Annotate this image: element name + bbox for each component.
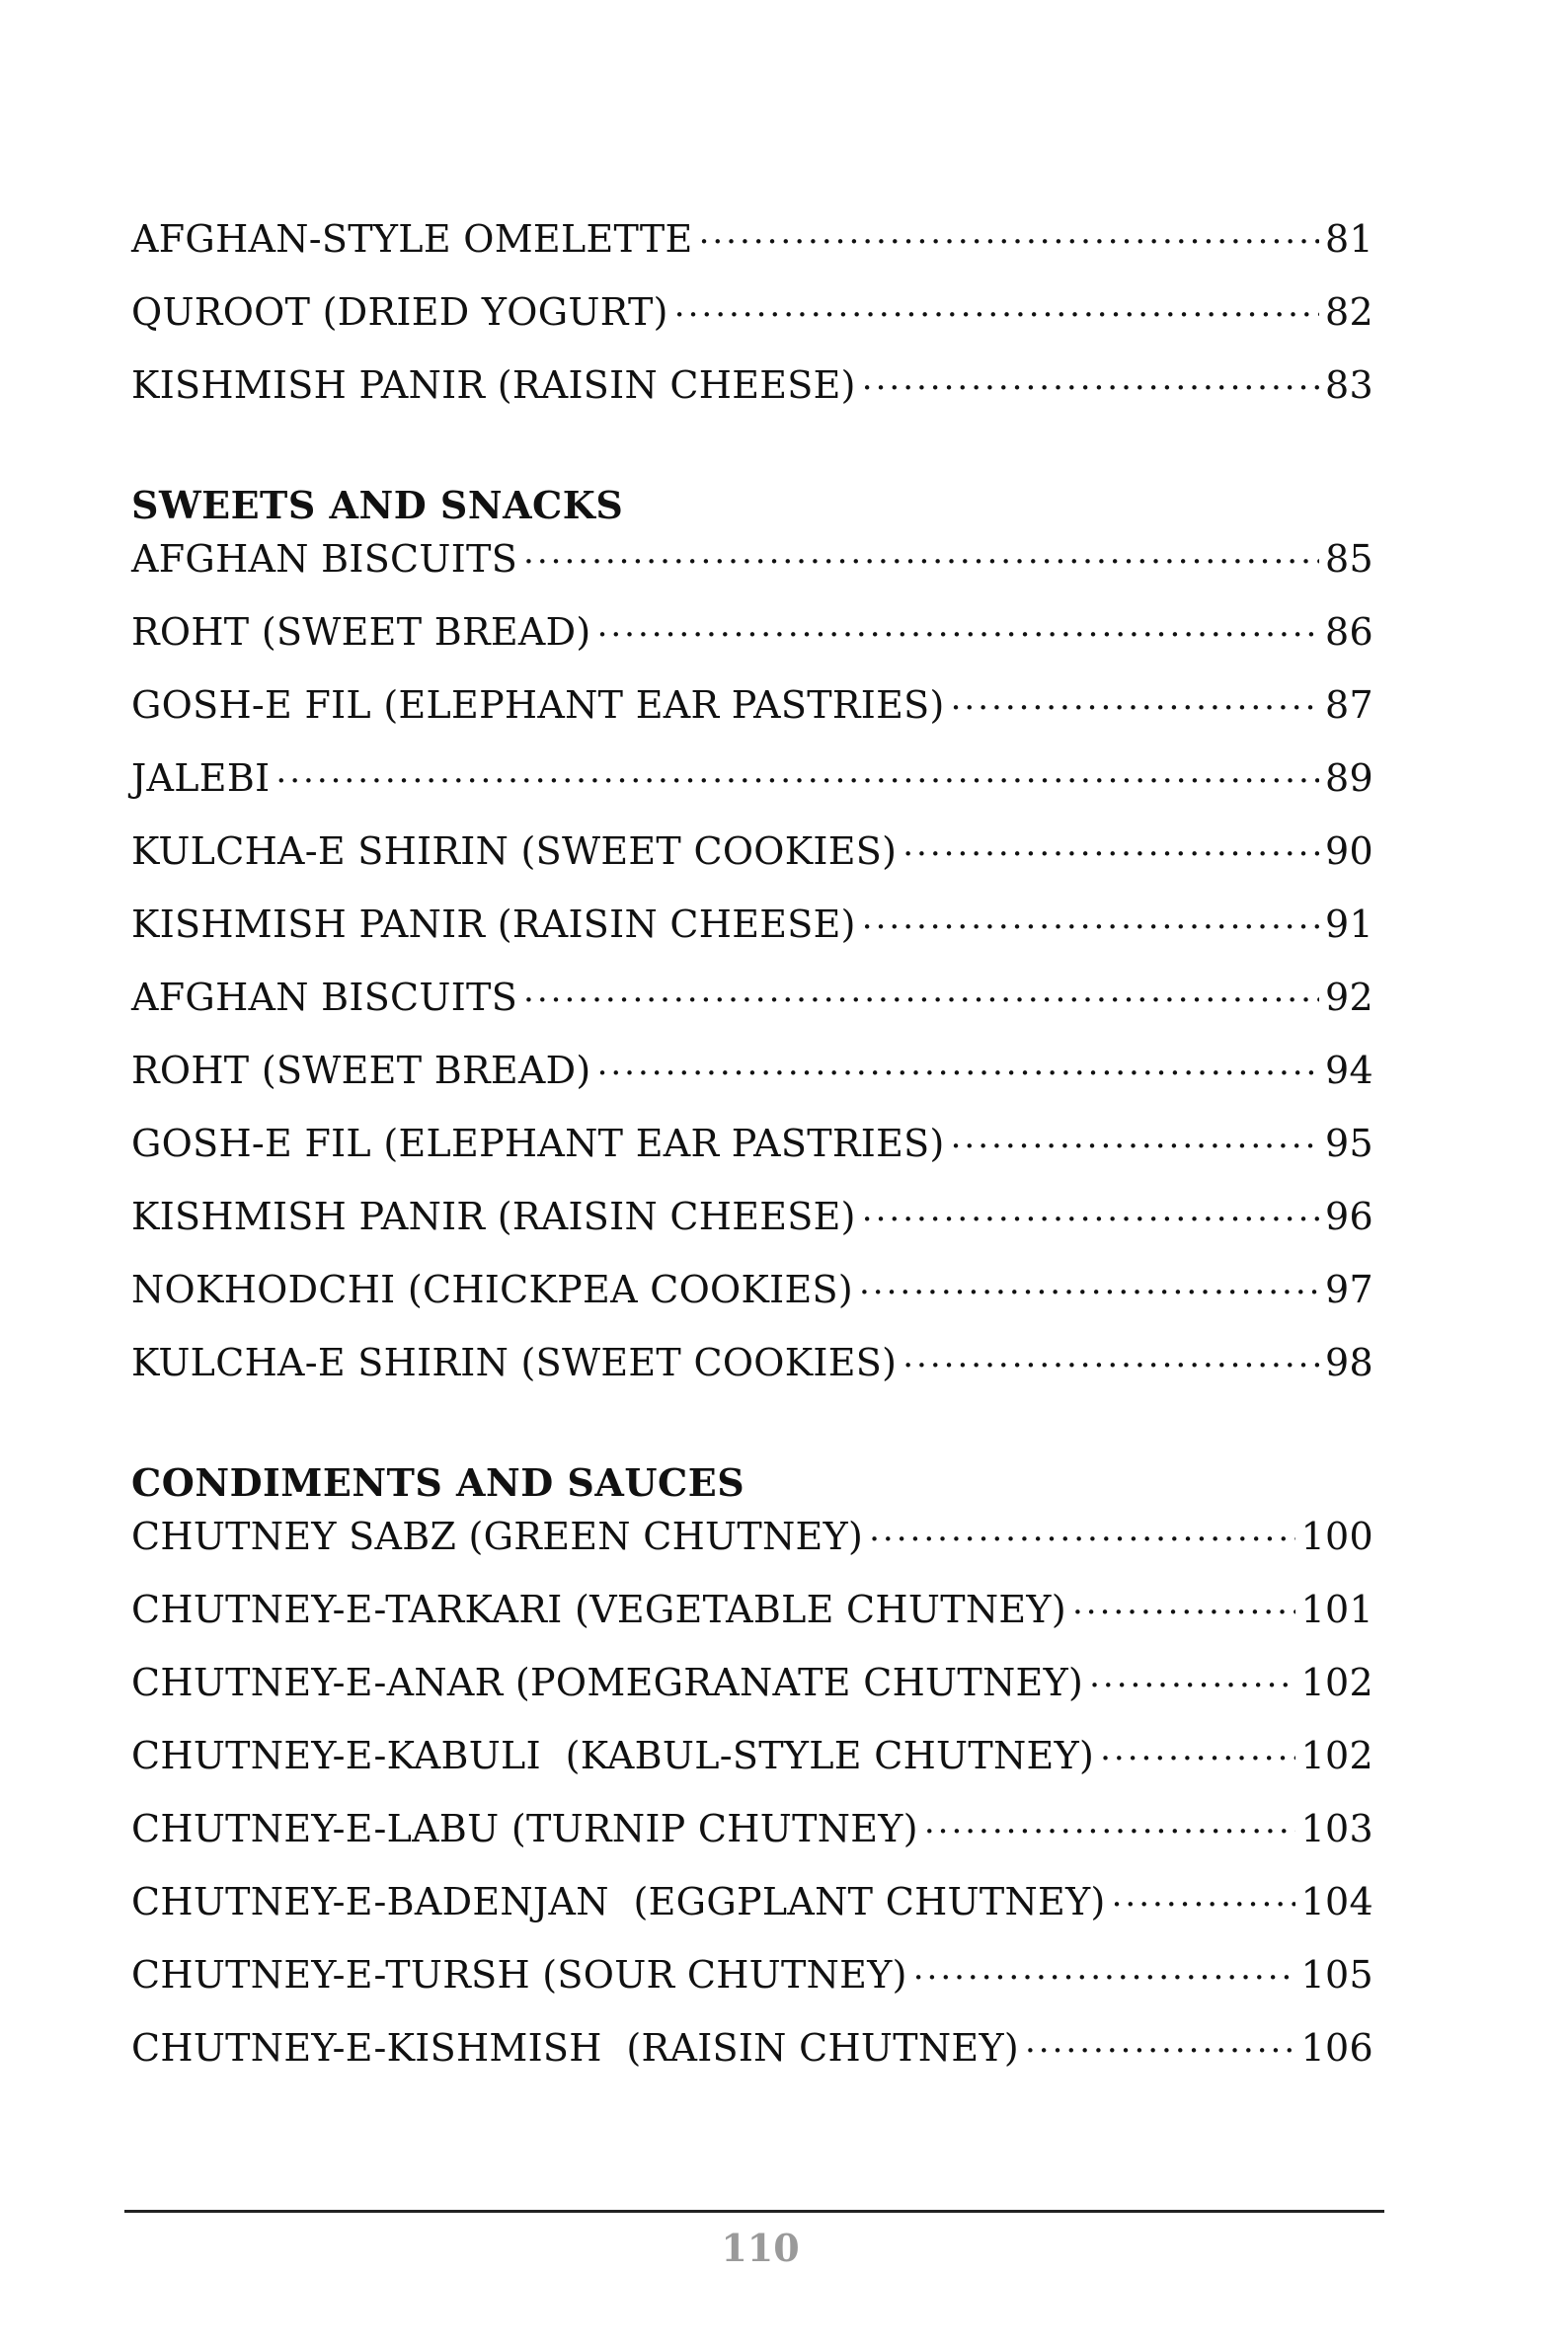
dot-leader: [597, 1044, 1319, 1083]
toc-entry: [131, 1655, 1373, 1728]
toc-entry: [131, 1116, 1373, 1189]
table-of-contents: [131, 211, 1373, 2093]
entry-page: 92: [1325, 976, 1373, 1019]
dot-leader: [699, 212, 1319, 252]
dot-leader: [869, 1510, 1294, 1549]
section-gap: [131, 431, 1373, 480]
toc-entry: [131, 1728, 1373, 1801]
toc-entry: [131, 531, 1373, 604]
entry-page: 89: [1325, 756, 1373, 800]
dot-leader: [523, 971, 1319, 1010]
entry-page: 103: [1300, 1807, 1373, 1850]
entry-page: 86: [1325, 610, 1373, 654]
toc-section: [131, 1457, 1373, 2093]
entry-page: 105: [1300, 1953, 1373, 1997]
toc-entry: [131, 1874, 1373, 1947]
entry-page: 101: [1300, 1588, 1373, 1631]
entry-page: 100: [1300, 1515, 1373, 1558]
entry-title: AFGHAN BISCUITS: [131, 537, 518, 581]
entry-title: KISHMISH PANIR (RAISIN CHEESE): [131, 1195, 856, 1238]
dot-leader: [1072, 1583, 1295, 1622]
entry-page: 98: [1325, 1341, 1373, 1384]
entry-page: 104: [1300, 1880, 1373, 1923]
dot-leader: [951, 678, 1319, 718]
entry-page: 102: [1300, 1734, 1373, 1777]
dot-leader: [275, 751, 1319, 791]
entry-page: 81: [1325, 217, 1373, 261]
dot-leader: [924, 1802, 1295, 1842]
entry-page: 96: [1325, 1195, 1373, 1238]
entry-title: AFGHAN BISCUITS: [131, 976, 518, 1019]
entry-title: NOKHODCHI (CHICKPEA COOKIES): [131, 1268, 853, 1311]
entry-page: 82: [1325, 290, 1373, 334]
section-heading: SWEETS AND SNACKS: [131, 483, 624, 527]
dot-leader: [902, 824, 1319, 864]
section-gap: [131, 1408, 1373, 1457]
entry-page: 85: [1325, 537, 1373, 581]
entry-title: GOSH-E FIL (ELEPHANT EAR PASTRIES): [131, 683, 945, 727]
entry-title: JALEBI: [131, 756, 271, 800]
toc-entry: [131, 897, 1373, 970]
toc-entry: [131, 1189, 1373, 1262]
entry-title: CHUTNEY-E-KISHMISH (RAISIN CHUTNEY): [131, 2026, 1019, 2070]
toc-entry: [131, 1043, 1373, 1116]
footer-rule: [124, 2210, 1384, 2213]
toc-entry: [131, 677, 1373, 750]
entry-page: 87: [1325, 683, 1373, 727]
entry-title: CHUTNEY-E-BADENJAN (EGGPLANT CHUTNEY): [131, 1880, 1106, 1923]
dot-leader: [862, 358, 1319, 398]
toc-entry: [131, 1509, 1373, 1582]
entry-title: CHUTNEY-E-TURSH (SOUR CHUTNEY): [131, 1953, 907, 1997]
entry-page: 102: [1300, 1661, 1373, 1704]
toc-entry: [131, 1262, 1373, 1335]
entry-title: QUROOT (DRIED YOGURT): [131, 290, 668, 334]
entry-page: 90: [1325, 829, 1373, 873]
dot-leader: [1112, 1875, 1295, 1915]
entry-title: ROHT (SWEET BREAD): [131, 1049, 591, 1092]
entry-page: 91: [1325, 902, 1373, 946]
toc-entry: [131, 970, 1373, 1043]
entry-page: 97: [1325, 1268, 1373, 1311]
entry-page: 95: [1325, 1122, 1373, 1165]
entry-page: 106: [1300, 2026, 1373, 2070]
dot-leader: [859, 1263, 1319, 1302]
dot-leader: [1025, 2021, 1295, 2061]
dot-leader: [902, 1336, 1319, 1375]
entry-title: CHUTNEY-E-KABULI (KABUL-STYLE CHUTNEY): [131, 1734, 1095, 1777]
entry-page: 83: [1325, 363, 1373, 407]
page-number: 110: [721, 2226, 800, 2270]
entry-title: CHUTNEY-E-ANAR (POMEGRANATE CHUTNEY): [131, 1661, 1084, 1704]
toc-entry: [131, 284, 1373, 357]
dot-leader: [1100, 1729, 1294, 1768]
toc-entry: [131, 750, 1373, 823]
entry-title: AFGHAN-STYLE OMELETTE: [131, 217, 693, 261]
toc-entry: [131, 1582, 1373, 1655]
toc-section: [131, 211, 1373, 431]
entry-title: KISHMISH PANIR (RAISIN CHEESE): [131, 363, 856, 407]
entry-page: 94: [1325, 1049, 1373, 1092]
toc-entry: [131, 1947, 1373, 2020]
entry-title: ROHT (SWEET BREAD): [131, 610, 591, 654]
entry-title: CHUTNEY-E-LABU (TURNIP CHUTNEY): [131, 1807, 918, 1850]
toc-section: [131, 480, 1373, 1408]
dot-leader: [862, 1190, 1319, 1229]
dot-leader: [951, 1117, 1319, 1156]
toc-entry: [131, 211, 1373, 284]
toc-entry: [131, 1801, 1373, 1874]
dot-leader: [523, 532, 1319, 572]
entry-title: CHUTNEY SABZ (GREEN CHUTNEY): [131, 1515, 864, 1558]
toc-entry: [131, 823, 1373, 897]
toc-entry: [131, 604, 1373, 677]
dot-leader: [913, 1948, 1295, 1988]
toc-entry: [131, 2020, 1373, 2093]
entry-title: KISHMISH PANIR (RAISIN CHEESE): [131, 902, 856, 946]
entry-title: KULCHA-E SHIRIN (SWEET COOKIES): [131, 1341, 898, 1384]
toc-entry: [131, 1335, 1373, 1408]
dot-leader: [674, 285, 1319, 325]
dot-leader: [862, 898, 1319, 937]
section-heading: CONDIMENTS AND SAUCES: [131, 1460, 745, 1505]
entry-title: KULCHA-E SHIRIN (SWEET COOKIES): [131, 829, 898, 873]
entry-title: GOSH-E FIL (ELEPHANT EAR PASTRIES): [131, 1122, 945, 1165]
dot-leader: [1089, 1656, 1294, 1695]
entry-title: CHUTNEY-E-TARKARI (VEGETABLE CHUTNEY): [131, 1588, 1066, 1631]
dot-leader: [597, 605, 1319, 645]
toc-entry: [131, 357, 1373, 431]
